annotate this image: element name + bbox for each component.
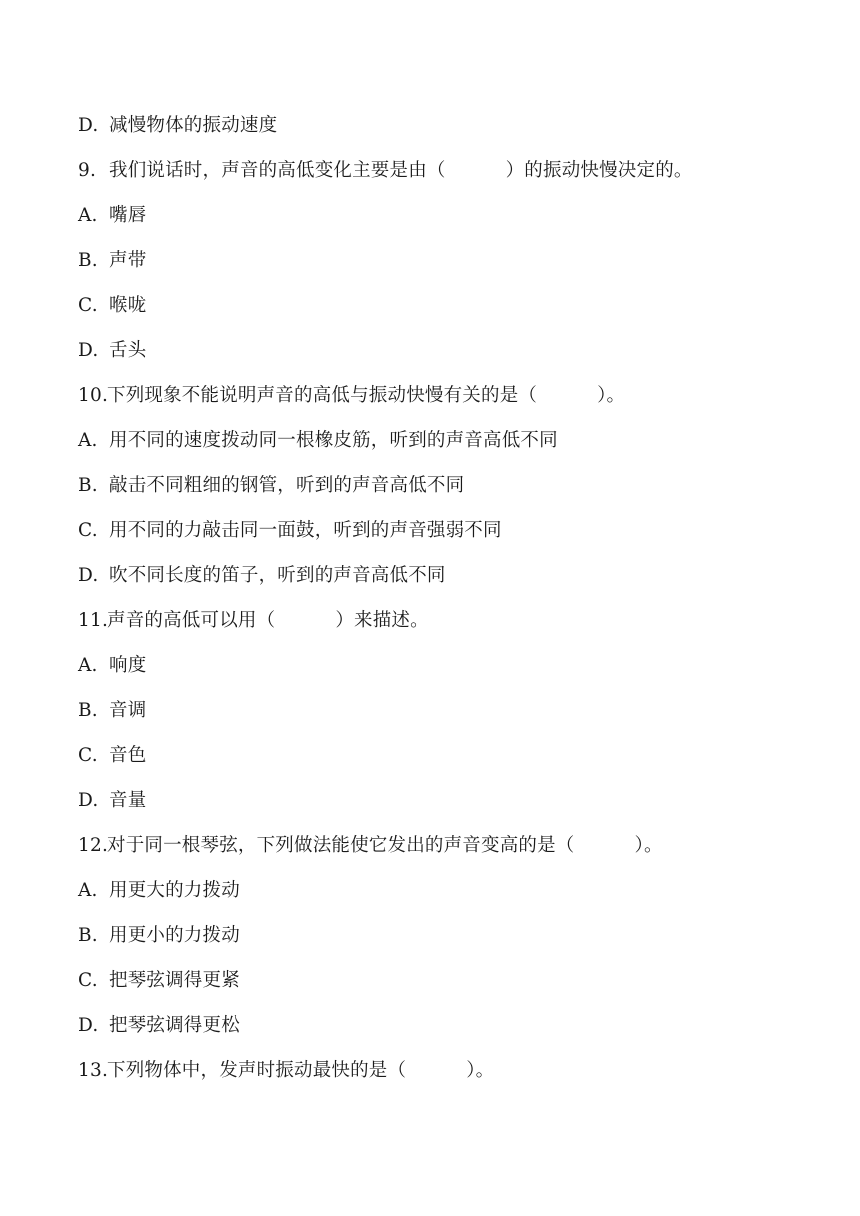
option-text: 吹不同长度的笛子，听到的声音高低不同 bbox=[109, 565, 446, 586]
option-text: 喉咙 bbox=[109, 295, 147, 316]
option-text: 音色 bbox=[109, 745, 147, 766]
option-text: 音量 bbox=[109, 790, 147, 811]
option-b-q12 bbox=[78, 922, 240, 950]
option-text: 用不同的速度拨动同一根橡皮筋，听到的声音高低不同 bbox=[109, 430, 558, 451]
question-text-after-blank: ）。 bbox=[466, 1060, 495, 1081]
question-text-before-blank: 下列物体中，发声时振动最快的是（ bbox=[107, 1060, 407, 1081]
option-label: A. bbox=[78, 880, 98, 901]
option-label: D. bbox=[78, 790, 99, 811]
question-10 bbox=[78, 382, 625, 410]
option-label: B. bbox=[78, 700, 98, 721]
option-c-q10 bbox=[78, 517, 502, 545]
question-text-after-blank: ）来描述。 bbox=[335, 610, 429, 631]
option-text: 用更大的力拨动 bbox=[109, 880, 240, 901]
question-text-after-blank: ）。 bbox=[634, 835, 663, 856]
option-a-q11 bbox=[78, 652, 146, 680]
option-label: A. bbox=[78, 655, 98, 676]
question-number: 9. bbox=[78, 160, 97, 181]
option-text: 把琴弦调得更松 bbox=[109, 1015, 240, 1036]
option-c-q9 bbox=[78, 292, 146, 320]
question-text-before-blank: 下列现象不能说明声音的高低与振动快慢有关的是（ bbox=[107, 385, 538, 406]
question-text-before-blank: 我们说话时，声音的高低变化主要是由（ bbox=[109, 160, 446, 181]
option-text: 用不同的力敲击同一面鼓，听到的声音强弱不同 bbox=[109, 520, 502, 541]
option-label: A. bbox=[78, 205, 98, 226]
option-text: 用更小的力拨动 bbox=[109, 925, 240, 946]
question-9 bbox=[78, 157, 693, 185]
option-label: A. bbox=[78, 430, 98, 451]
option-b-q11 bbox=[78, 697, 146, 725]
option-label: D. bbox=[78, 340, 99, 361]
option-text: 舌头 bbox=[109, 340, 147, 361]
option-a-q12 bbox=[78, 877, 240, 905]
question-11 bbox=[78, 607, 429, 635]
option-c-q11 bbox=[78, 742, 146, 770]
option-d-q8 bbox=[78, 112, 277, 140]
question-number: 10. bbox=[78, 385, 109, 406]
option-d-q12 bbox=[78, 1012, 240, 1040]
option-label: D. bbox=[78, 1015, 99, 1036]
option-text: 减慢物体的振动速度 bbox=[109, 115, 278, 136]
option-a-q10 bbox=[78, 427, 558, 455]
question-text-before-blank: 对于同一根琴弦，下列做法能使它发出的声音变高的是（ bbox=[107, 835, 575, 856]
option-d-q10 bbox=[78, 562, 446, 590]
option-c-q12 bbox=[78, 967, 240, 995]
option-label: B. bbox=[78, 475, 98, 496]
option-b-q9 bbox=[78, 247, 146, 275]
option-text: 敲击不同粗细的钢管，听到的声音高低不同 bbox=[109, 475, 465, 496]
option-d-q9 bbox=[78, 337, 146, 365]
question-number: 11. bbox=[78, 610, 109, 631]
option-label: B. bbox=[78, 250, 98, 271]
option-a-q9 bbox=[78, 202, 146, 230]
option-text: 把琴弦调得更紧 bbox=[109, 970, 240, 991]
option-text: 嘴唇 bbox=[109, 205, 147, 226]
question-text-after-blank: ）的振动快慢决定的。 bbox=[505, 160, 693, 181]
option-text: 音调 bbox=[109, 700, 147, 721]
option-label: C. bbox=[78, 520, 98, 541]
option-text: 响度 bbox=[109, 655, 147, 676]
option-d-q11 bbox=[78, 787, 146, 815]
option-text: 声带 bbox=[109, 250, 147, 271]
question-number: 13. bbox=[78, 1060, 109, 1081]
question-13 bbox=[78, 1057, 494, 1085]
question-text-after-blank: ）。 bbox=[597, 385, 626, 406]
question-12 bbox=[78, 832, 663, 860]
option-label: D. bbox=[78, 565, 99, 586]
option-label: C. bbox=[78, 295, 98, 316]
option-label: D. bbox=[78, 115, 99, 136]
option-label: C. bbox=[78, 970, 98, 991]
question-text-before-blank: 声音的高低可以用（ bbox=[107, 610, 276, 631]
option-b-q10 bbox=[78, 472, 464, 500]
option-label: C. bbox=[78, 745, 98, 766]
question-number: 12. bbox=[78, 835, 109, 856]
option-label: B. bbox=[78, 925, 98, 946]
